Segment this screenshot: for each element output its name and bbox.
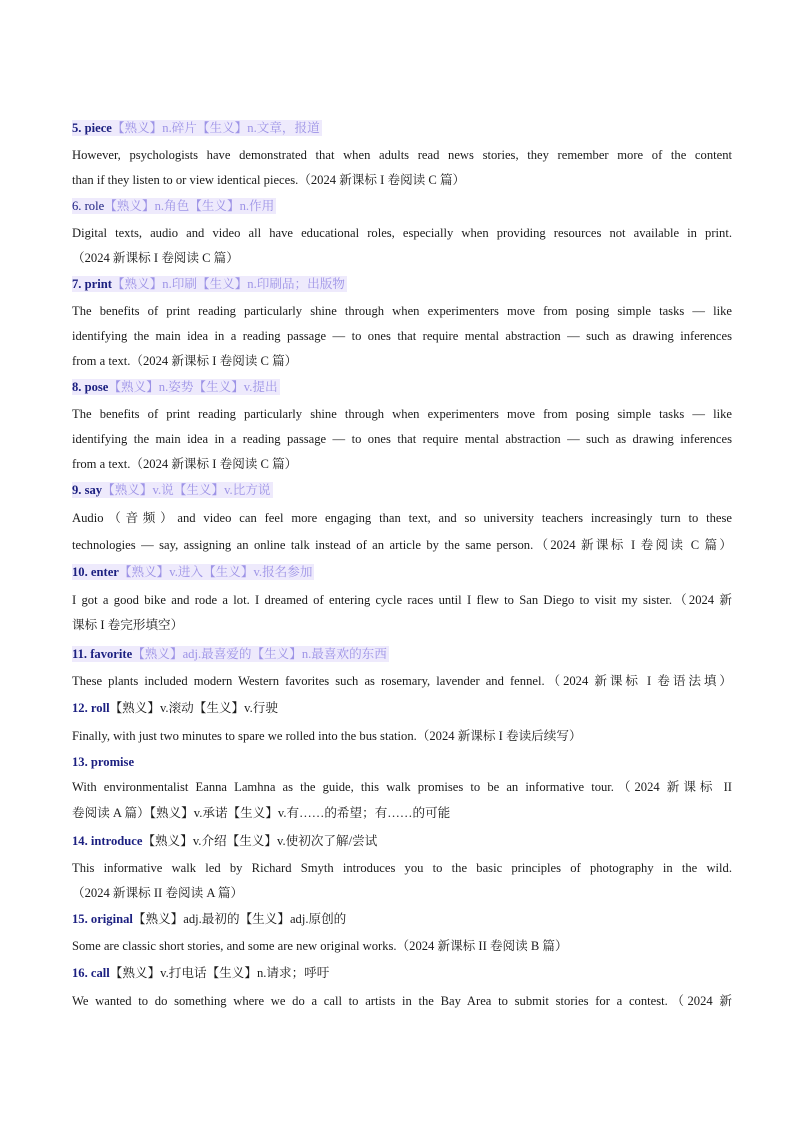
- entry-heading-promise: [72, 752, 732, 773]
- entry-word: pose: [84, 380, 109, 394]
- entry-number: 12.: [72, 701, 88, 715]
- entry-senses: 【熟义】v.说【生义】v.比方说: [102, 483, 271, 497]
- entry-word: favorite: [90, 647, 133, 661]
- entry-number: 9.: [72, 483, 82, 497]
- entry-heading-say: [72, 480, 732, 501]
- example-sentence-line: identifying the main idea in a reading passage — to ones that require mental abstraction — such as drawing inferences: [72, 432, 732, 446]
- example-sentence-line: 课标 I 卷完形填空）: [72, 618, 184, 632]
- entry-heading-print: [72, 274, 732, 295]
- example-sentence-line: The benefits of print reading particularly shine through when experimenters move from posing simple tasks — like: [72, 304, 732, 318]
- entry-heading-introduce: [72, 831, 732, 852]
- example-sentence-line: Audio（音频）and video can feel more engaging than text, and so university teachers increasingly turn to these: [72, 511, 732, 525]
- example-sentence-line: from a text.（2024 新课标 I 卷阅读 C 篇）: [72, 457, 298, 471]
- example-sentence-line: from a text.（2024 新课标 I 卷阅读 C 篇）: [72, 354, 298, 368]
- entry-senses: 【熟义】adj.最喜爱的【生义】n.最喜欢的东西: [132, 647, 387, 661]
- example-sentence-line: With environmentalist Eanna Lamhna as the guide, this walk promises to be an informative tour.（2024 新课标 II: [72, 780, 732, 794]
- entry-heading-roll: [72, 698, 732, 719]
- example-sentence-line: （2024 新课标 II 卷阅读 A 篇）: [72, 886, 244, 900]
- example-sentence-line: identifying the main idea in a reading passage — to ones that require mental abstraction — such as drawing inferences: [72, 329, 732, 343]
- example-sentence-line: technologies — say, assigning an online talk instead of an article by the same person.（2024 新课标 I 卷阅读 C 篇）: [72, 538, 732, 552]
- example-sentence-line: （2024 新课标 I 卷阅读 C 篇）: [72, 251, 239, 265]
- entry-highlight: [72, 646, 389, 662]
- entry-heading-favorite: [72, 644, 732, 665]
- entry-word: role: [84, 199, 105, 213]
- entry-word: introduce: [90, 834, 143, 848]
- entry-senses: 【熟义】v.介绍【生义】v.使初次了解/尝试: [142, 834, 378, 848]
- entry-heading-original: [72, 909, 732, 930]
- example-sentence-line: Finally, with just two minutes to spare we rolled into the bus station.（2024 新课标 I 卷读后续写）: [72, 729, 582, 743]
- entry-highlight: [72, 276, 347, 292]
- entry-senses: 【熟义】adj.最初的【生义】adj.原创的: [132, 912, 347, 926]
- entry-highlight: [72, 482, 273, 498]
- entry-number: 10.: [72, 565, 88, 579]
- entry-number: 13.: [72, 755, 88, 769]
- entry-word: piece: [84, 121, 112, 135]
- example-sentence-line: than if they listen to or view identical pieces.（2024 新课标 I 卷阅读 C 篇）: [72, 173, 466, 187]
- example-sentence-line: Some are classic short stories, and some are new original works.（2024 新课标 II 卷阅读 B 篇）: [72, 939, 568, 953]
- entry-number: 8.: [72, 380, 82, 394]
- example-sentence-line: The benefits of print reading particularly shine through when experimenters move from posing simple tasks — like: [72, 407, 732, 421]
- entry-number: 5.: [72, 121, 82, 135]
- entry-senses: 【熟义】n.姿势【生义】v.提出: [108, 380, 278, 394]
- entry-word: say: [84, 483, 103, 497]
- entry-highlight: [72, 564, 314, 580]
- entry-number: 6.: [72, 199, 82, 213]
- entry-heading-piece: [72, 118, 732, 139]
- entry-senses: 【熟义】n.碎片【生义】n.文章，报道: [111, 121, 320, 135]
- entry-heading-call: [72, 963, 732, 984]
- entry-word: enter: [90, 565, 119, 579]
- example-sentence-line: We wanted to do something where we do a call to artists in the Bay Area to submit stories for a contest.（2024 新: [72, 994, 732, 1008]
- example-sentence-line: I got a good bike and rode a lot. I dreamed of entering cycle races until I flew to San Diego to visit my sister.（2024 新: [72, 593, 732, 607]
- entry-heading-enter: [72, 562, 732, 583]
- entry-senses: 【熟义】n.印刷【生义】n.印刷品；出版物: [111, 277, 345, 291]
- entry-heading-role: [72, 196, 732, 217]
- entry-senses: 【熟义】v.打电话【生义】n.请求；呼吁: [109, 966, 330, 980]
- entry-number: 15.: [72, 912, 88, 926]
- entry-highlight: [72, 379, 280, 395]
- entry-highlight: [72, 198, 276, 214]
- entry-highlight: [72, 120, 322, 136]
- entry-number: 7.: [72, 277, 82, 291]
- entry-heading-pose: [72, 377, 732, 398]
- entry-senses: 【熟义】v.滚动【生义】v.行驶: [109, 701, 278, 715]
- entry-number: 14.: [72, 834, 88, 848]
- entry-word: roll: [90, 701, 110, 715]
- entry-word: print: [84, 277, 112, 291]
- entry-senses: 【熟义】n.角色【生义】n.作用: [104, 199, 275, 213]
- example-sentence-line: 卷阅读 A 篇）【熟义】v.承诺【生义】v.有……的希望；有……的可能: [72, 806, 451, 820]
- entry-word: original: [90, 912, 133, 926]
- entry-word: promise: [90, 755, 135, 769]
- example-sentence-line: This informative walk led by Richard Smyth introduces you to the basic principles of photography in the wild.: [72, 861, 732, 875]
- example-sentence-line: Digital texts, audio and video all have educational roles, especially when providing resources not available in print.: [72, 226, 732, 240]
- entry-word: call: [90, 966, 110, 980]
- example-sentence-line: However, psychologists have demonstrated that when adults read news stories, they remember more of the content: [72, 148, 732, 162]
- entry-number: 16.: [72, 966, 88, 980]
- entry-senses: 【熟义】v.进入【生义】v.报名参加: [118, 565, 313, 579]
- entry-number: 11.: [72, 647, 88, 661]
- example-sentence-line: These plants included modern Western favorites such as rosemary, lavender and fennel.（2024 新课标 I 卷语法填）: [72, 674, 732, 688]
